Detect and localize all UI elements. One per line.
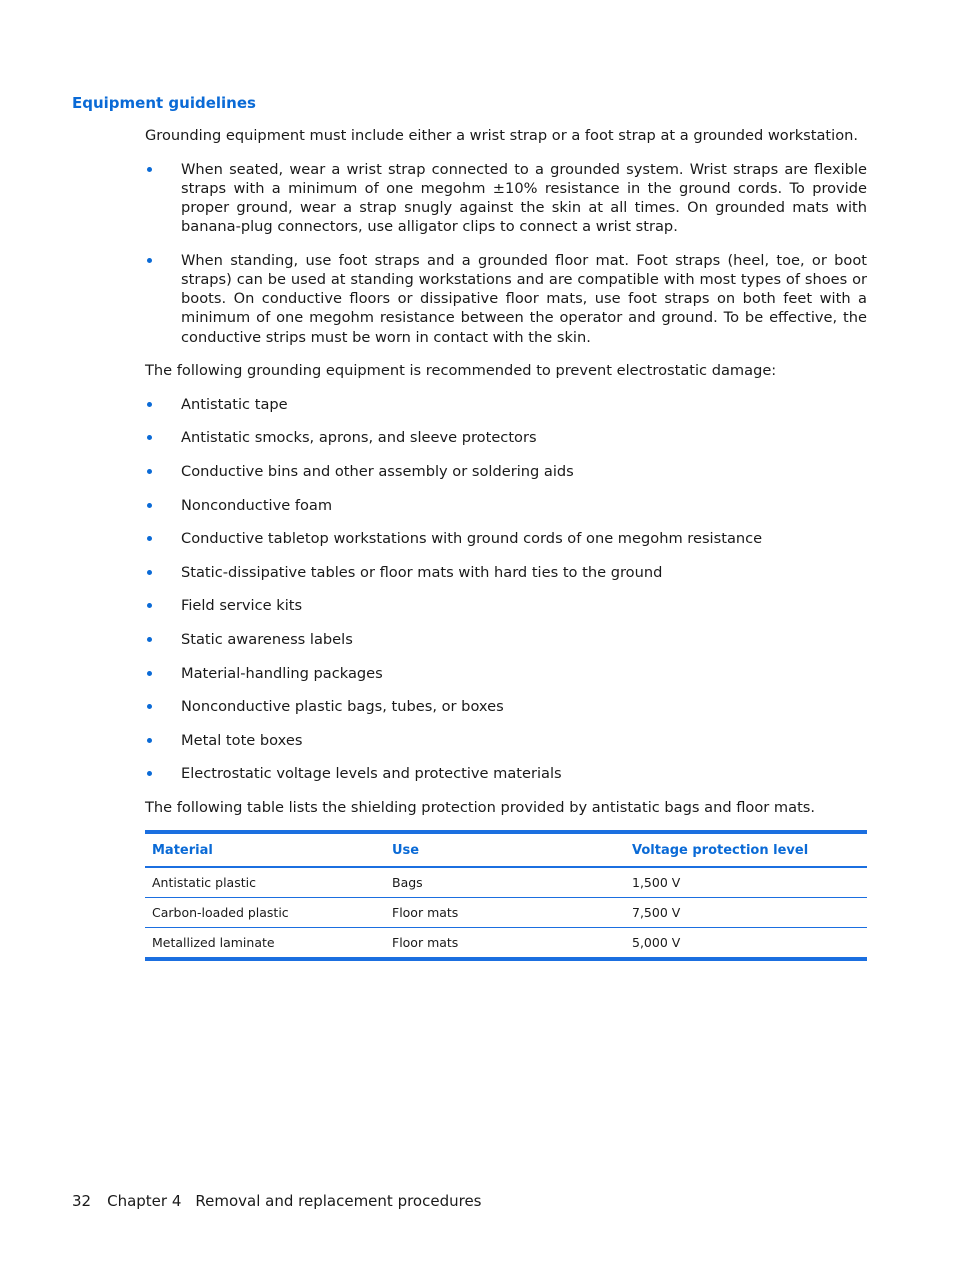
equipment-intro-paragraph: The following grounding equipment is recommended to prevent electrostatic damage: — [145, 362, 777, 380]
section-body — [145, 126, 867, 832]
bullet-dot-icon — [147, 603, 152, 608]
list-item-text: Electrostatic voltage levels and protective materials — [181, 765, 562, 783]
page-number: 32 — [72, 1192, 92, 1210]
strap-bullet-list — [145, 160, 867, 347]
list-item — [145, 428, 867, 447]
page-footer — [72, 1192, 482, 1210]
bullet-dot-icon — [147, 536, 152, 541]
shielding-protection-table — [145, 830, 867, 961]
bullet-dot-icon — [147, 738, 152, 743]
bullet-dot-icon — [147, 503, 152, 508]
bullet-dot-icon — [147, 435, 152, 440]
bullet-dot-icon — [147, 167, 152, 172]
shielding-table-container — [145, 830, 867, 961]
table-header-row — [145, 832, 867, 867]
list-item-text: Nonconductive plastic bags, tubes, or boxes — [181, 698, 504, 716]
list-item-text: When seated, wear a wrist strap connected to a grounded system. Wrist straps are flexible straps with a minimum of one megohm ±10% resistance in the ground cords. To provide proper ground, wear a strap snugly against the skin at all times. On grounded mats with banana-plug connectors, use alligator clips to connect a wrist strap. — [181, 160, 867, 236]
list-item-text: Material-handling packages — [181, 664, 383, 682]
list-item-text: Antistatic tape — [181, 395, 288, 413]
list-item-text: Metal tote boxes — [181, 731, 303, 749]
list-item-text: Conductive tabletop workstations with ground cords of one megohm resistance — [181, 530, 763, 548]
table-cell-use: Floor mats — [392, 935, 459, 950]
list-item — [145, 664, 867, 683]
table-cell-use: Bags — [385, 867, 625, 898]
list-item — [145, 563, 867, 582]
list-item-text: Static-dissipative tables or floor mats with hard ties to the ground — [181, 563, 663, 581]
equipment-bullet-list — [145, 395, 867, 784]
list-item — [145, 251, 867, 347]
table-cell-material: Antistatic plastic — [145, 867, 385, 898]
list-item — [145, 697, 867, 716]
list-item — [145, 160, 867, 237]
list-item — [145, 529, 867, 548]
list-item-text: Antistatic smocks, aprons, and sleeve protectors — [181, 429, 537, 447]
intro-paragraph: Grounding equipment must include either a wrist strap or a foot strap at a grounded workstation. — [145, 127, 859, 144]
list-item-text: Field service kits — [181, 597, 303, 615]
list-item-text: Nonconductive foam — [181, 496, 333, 514]
list-item — [145, 462, 867, 481]
chapter-title: Removal and replacement procedures — [195, 1192, 482, 1210]
list-item — [145, 596, 867, 615]
table-cell-voltage: 5,000 V — [632, 935, 681, 950]
table-cell-voltage: 7,500 V — [625, 898, 867, 928]
table-cell-material: Metallized laminate — [152, 935, 275, 950]
bullet-dot-icon — [147, 637, 152, 642]
table-row — [145, 928, 867, 960]
column-header-voltage: Voltage protection level — [625, 832, 867, 867]
table-row — [145, 898, 867, 928]
column-header-material: Material — [145, 832, 385, 867]
table-cell-voltage: 1,500 V — [625, 867, 867, 898]
bullet-dot-icon — [147, 771, 152, 776]
table-row — [145, 867, 867, 898]
table-cell-use: Floor mats — [385, 898, 625, 928]
bullet-dot-icon — [147, 671, 152, 676]
list-item — [145, 496, 867, 515]
list-item — [145, 630, 867, 649]
bullet-dot-icon — [147, 570, 152, 575]
bullet-dot-icon — [147, 704, 152, 709]
list-item — [145, 731, 867, 750]
list-item — [145, 764, 867, 783]
list-item-text: When standing, use foot straps and a grounded floor mat. Foot straps (heel, toe, or boot straps) can be used at standing workstations and are compatible with most types of shoes or boots. On conductive floors or dissipative floor mats, use foot straps on both feet with a minimum of one megohm resistance between the operator and ground. To be effective, the conductive strips must be worn in contact with the skin. — [181, 251, 867, 346]
column-header-use: Use — [385, 832, 625, 867]
section-heading: Equipment guidelines — [72, 94, 256, 112]
chapter-label: Chapter 4 — [107, 1192, 182, 1210]
table-intro-paragraph: The following table lists the shielding protection provided by antistatic bags and floor mats. — [145, 798, 816, 816]
list-item-text: Static awareness labels — [181, 630, 353, 648]
list-item-text: Conductive bins and other assembly or soldering aids — [181, 462, 574, 480]
list-item — [145, 395, 867, 414]
bullet-dot-icon — [147, 258, 152, 263]
bullet-dot-icon — [147, 402, 152, 407]
table-cell-material: Carbon-loaded plastic — [145, 898, 385, 928]
bullet-dot-icon — [147, 469, 152, 474]
